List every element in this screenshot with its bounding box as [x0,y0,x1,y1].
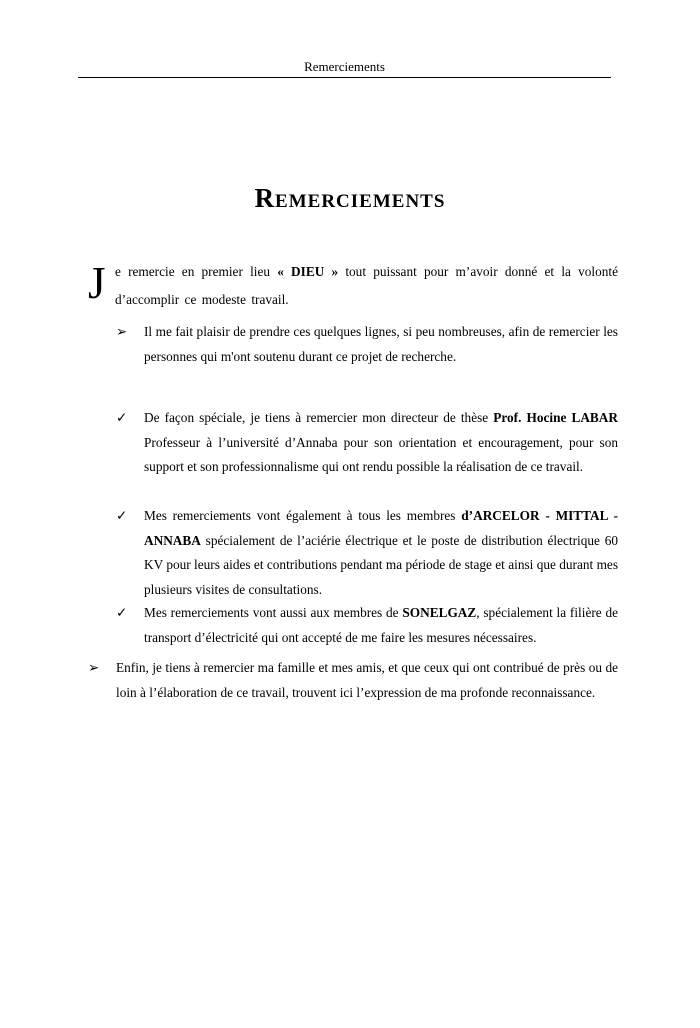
intro-paragraph [88,258,618,314]
list-item-text-1: Mes remerciements vont aussi aux membres de [144,605,403,620]
intro-text [115,258,618,314]
running-header: Remerciements [304,59,385,74]
list-item-check-3 [116,601,618,650]
list-item-text-2: , spécialement la filière de transport d’électricité qui ont accepté de me faire les mesures nécessaires. [144,605,619,645]
checkmark-icon: ✓ [116,605,128,620]
list-item-text [144,504,618,602]
list-item-text: Enfin, je tiens à remercier ma famille et mes amis, et que ceux qui ont contribué de près ou de loin à l’élaboration de ce travail, trouvent ici l’expression de ma profonde reconnaissance. [116,660,618,700]
checkmark-icon: ✓ [116,508,128,523]
header-rule [78,77,611,78]
intro-text-1: e remercie en premier lieu [115,264,278,279]
list-item-check-2 [116,504,618,602]
list-item-arrow-1 [116,320,618,369]
list-item-bold: Prof. Hocine LABAR [493,410,619,425]
list-item-text-2: Professeur à l’université d’Annaba pour son orientation et encouragement, pour son support et son professionnalisme qui ont rendu possible la réalisation de ce travail. [144,434,618,474]
list-item-text [144,601,618,650]
intro-text-2: tout puissant pour m’avoir donné et la volonté d’accomplir ce modeste travail. [115,264,618,307]
checkmark-icon: ✓ [116,410,128,425]
list-item-text: Il me fait plaisir de prendre ces quelques lignes, si peu nombreuses, afin de remercier les personnes qui m'ont soutenu durant ce projet de recherche. [144,324,618,364]
list-item-text-2: spécialement de l’aciérie électrique et le poste de distribution électrique 60 KV pour leurs aides et contributions pendant ma période de stage et ainsi que durant mes plusieurs visites de consultations. [144,532,618,597]
list-item-text-1: Mes remerciements vont également à tous les membres [144,508,462,523]
list-item-check-1 [116,406,618,480]
arrow-bullet-icon: ➢ [88,660,100,675]
page-title: Remerciements [254,183,446,213]
drop-cap: J [88,258,106,308]
list-item-text-1: De façon spéciale, je tiens à remercier mon directeur de thèse [144,410,494,425]
list-item-bold: SONELGAZ [402,605,477,620]
arrow-bullet-icon: ➢ [116,324,128,339]
list-item-arrow-2 [88,656,618,705]
intro-bold-dieu: « DIEU » [277,264,339,279]
list-item-text [144,406,618,480]
list-item-bold: d’ARCELOR - MITTAL - ANNABA [144,508,619,548]
